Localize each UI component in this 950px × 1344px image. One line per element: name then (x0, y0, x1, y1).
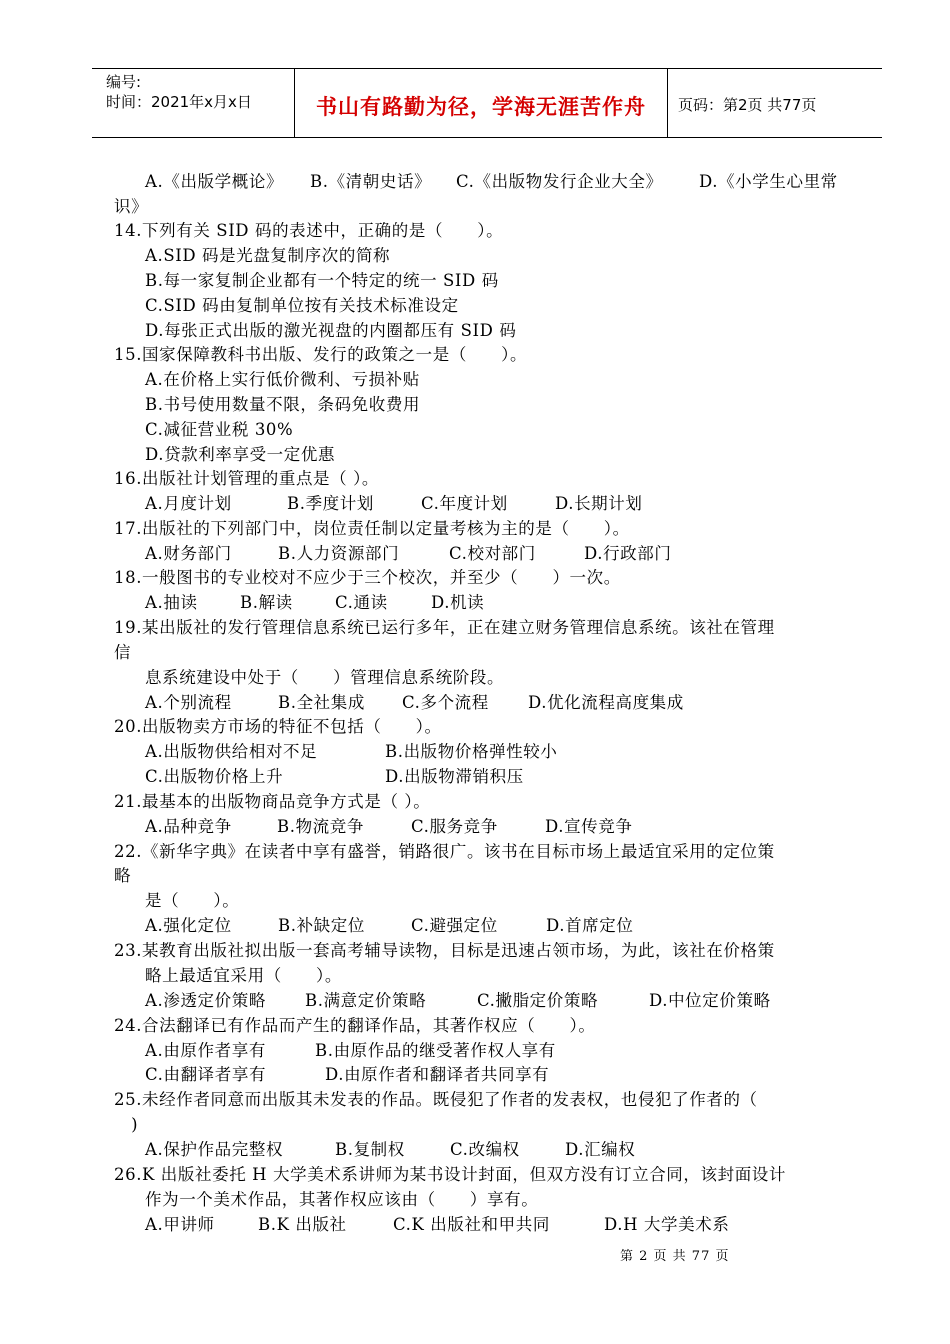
option-line (145, 765, 524, 789)
answer-option: C.多个流程 (402, 693, 489, 712)
answer-option: B.K 出版社 (258, 1215, 347, 1234)
answer-option: A.由原作者享有 (145, 1041, 266, 1060)
question-line: 19.某出版社的发行管理信息系统已运行多年，正在建立财务管理信息系统。该社在管理 (114, 618, 775, 637)
option-line (145, 542, 672, 566)
option-line (145, 170, 838, 194)
question-continuation: 作为一个美术作品，其著作权应该由（ ）享有。 (145, 1190, 539, 1209)
answer-option: C.年度计划 (421, 494, 508, 513)
answer-option: B.复制权 (335, 1140, 405, 1159)
answer-option: D.行政部门 (584, 544, 672, 563)
answer-option: D.《小学生心里常 (699, 172, 838, 191)
answer-option: A.月度计划 (145, 494, 232, 513)
option-line (145, 1039, 556, 1063)
answer-option: B.《清朝史话》 (310, 172, 432, 191)
question-line: 25.未经作者同意而出版其未发表的作品。既侵犯了作者的发表权，也侵犯了作者的（ (114, 1090, 758, 1109)
answer-option: D.汇编权 (565, 1140, 636, 1159)
header-page-cell (668, 69, 882, 137)
answer-option: B.解读 (240, 593, 293, 612)
answer-option: C.《出版物发行企业大全》 (456, 172, 663, 191)
option-line: 是（ ）。 (145, 891, 240, 910)
answer-option: C.出版物价格上升 (145, 767, 284, 786)
header-motto: 书山有路勤为径，学海无涯苦作舟 (316, 95, 646, 119)
option-line (145, 815, 633, 839)
answer-option: A.个别流程 (145, 693, 232, 712)
option-line (145, 591, 484, 615)
answer-option: A.财务部门 (145, 544, 232, 563)
answer-option: D.首席定位 (546, 916, 634, 935)
answer-option: D.中位定价策略 (649, 991, 771, 1010)
header-page-number: 页码：第2页 共77页 (678, 96, 817, 114)
answer-option: C.K 出版社和甲共同 (393, 1215, 550, 1234)
doc-code-label: 编号: (106, 73, 142, 91)
answer-option: D.机读 (431, 593, 485, 612)
option-line: D.每张正式出版的激光视盘的内圈都压有 SID 码 (145, 321, 517, 340)
answer-option: A.抽读 (145, 593, 198, 612)
doc-time-label: 时间：2021年x月x日 (106, 93, 252, 111)
option-line: B.书号使用数量不限，条码免收费用 (145, 395, 421, 414)
question-line: 略 (114, 866, 132, 885)
answer-option: D.优化流程高度集成 (528, 693, 684, 712)
option-line: 息系统建设中处于（ ）管理信息系统阶段。 (145, 668, 505, 687)
question-line: 识》 (114, 197, 149, 216)
option-line: A.SID 码是光盘复制序次的简称 (145, 246, 391, 265)
question-line: 23.某教育出版社拟出版一套高考辅导读物，目标是迅速占领市场，为此，该社在价格策 (114, 941, 775, 960)
answer-option: B.由原作品的继受著作权人享有 (315, 1041, 556, 1060)
option-line: A.在价格上实行低价微利、亏损补贴 (145, 370, 420, 389)
question-line: 17.出版社的下列部门中，岗位责任制以定量考核为主的是（ ）。 (114, 519, 630, 538)
answer-option: D.由原作者和翻译者共同享有 (325, 1065, 550, 1084)
answer-option: A.甲讲师 (145, 1215, 215, 1234)
answer-option: C.避强定位 (411, 916, 498, 935)
answer-option: D.宣传竞争 (545, 817, 633, 836)
question-line: 14.下列有关 SID 码的表述中，正确的是（ ）。 (114, 221, 504, 240)
answer-option: C.校对部门 (449, 544, 536, 563)
answer-option: D.H 大学美术系 (604, 1215, 730, 1234)
question-line: 15.国家保障教科书出版、发行的政策之一是（ ）。 (114, 345, 528, 364)
question-line: ) (114, 1115, 139, 1134)
question-line: 26.K 出版社委托 H 大学美术系讲师为某书设计封面，但双方没有订立合同，该封面设计 (114, 1165, 786, 1184)
option-line: B.每一家复制企业都有一个特定的统一 SID 码 (145, 271, 499, 290)
option-line (145, 914, 634, 938)
header-meta (92, 69, 295, 137)
answer-option: D.出版物滞销积压 (385, 767, 524, 786)
option-line (145, 740, 557, 764)
question-continuation: 略上最适宜采用（ ）。 (145, 966, 342, 985)
answer-option: C.通读 (335, 593, 388, 612)
page-header (92, 68, 882, 138)
answer-option: C.改编权 (450, 1140, 520, 1159)
option-line: C.SID 码由复制单位按有关技术标准设定 (145, 296, 459, 315)
question-line: 18.一般图书的专业校对不应少于三个校次，并至少（ ）一次。 (114, 568, 621, 587)
header-motto-cell (295, 69, 668, 137)
answer-option: A.强化定位 (145, 916, 232, 935)
option-line (145, 1063, 549, 1087)
option-line: C.减征营业税 30% (145, 420, 294, 439)
answer-option: A.保护作品完整权 (145, 1140, 284, 1159)
option-line: D.贷款利率享受一定优惠 (145, 445, 336, 464)
option-line (145, 691, 684, 715)
answer-option: B.出版物价格弹性较小 (385, 742, 558, 761)
answer-option: B.季度计划 (287, 494, 374, 513)
answer-option: A.渗透定价策略 (145, 991, 266, 1010)
answer-option: C.撇脂定价策略 (477, 991, 599, 1010)
answer-option: A.出版物供给相对不足 (145, 742, 318, 761)
question-line: 22.《新华字典》在读者中享有盛誉，销路很广。该书在目标市场上最适宜采用的定位策 (114, 842, 775, 861)
answer-option: B.全社集成 (278, 693, 365, 712)
question-line: 信 (114, 643, 132, 662)
option-line (145, 492, 643, 516)
answer-option: D.长期计划 (555, 494, 643, 513)
option-line (145, 1213, 729, 1237)
answer-option: A.品种竞争 (145, 817, 232, 836)
answer-option: B.物流竞争 (277, 817, 364, 836)
answer-option: B.补缺定位 (278, 916, 365, 935)
option-line (145, 1138, 635, 1162)
answer-option: C.由翻译者享有 (145, 1065, 267, 1084)
page-footer: 第 2 页 共 77 页 (620, 1249, 730, 1264)
option-line (145, 989, 771, 1013)
question-line: 20.出版物卖方市场的特征不包括（ ）。 (114, 717, 442, 736)
answer-option: C.服务竞争 (411, 817, 498, 836)
answer-option: B.满意定价策略 (305, 991, 427, 1010)
question-line: 24.合法翻译已有作品而产生的翻译作品，其著作权应（ ）。 (114, 1016, 596, 1035)
question-line: 21.最基本的出版物商品竞争方式是（ ）。 (114, 792, 431, 811)
answer-option: B.人力资源部门 (278, 544, 400, 563)
question-line: 16.出版社计划管理的重点是（ ）。 (114, 469, 380, 488)
answer-option: A.《出版学概论》 (145, 172, 284, 191)
